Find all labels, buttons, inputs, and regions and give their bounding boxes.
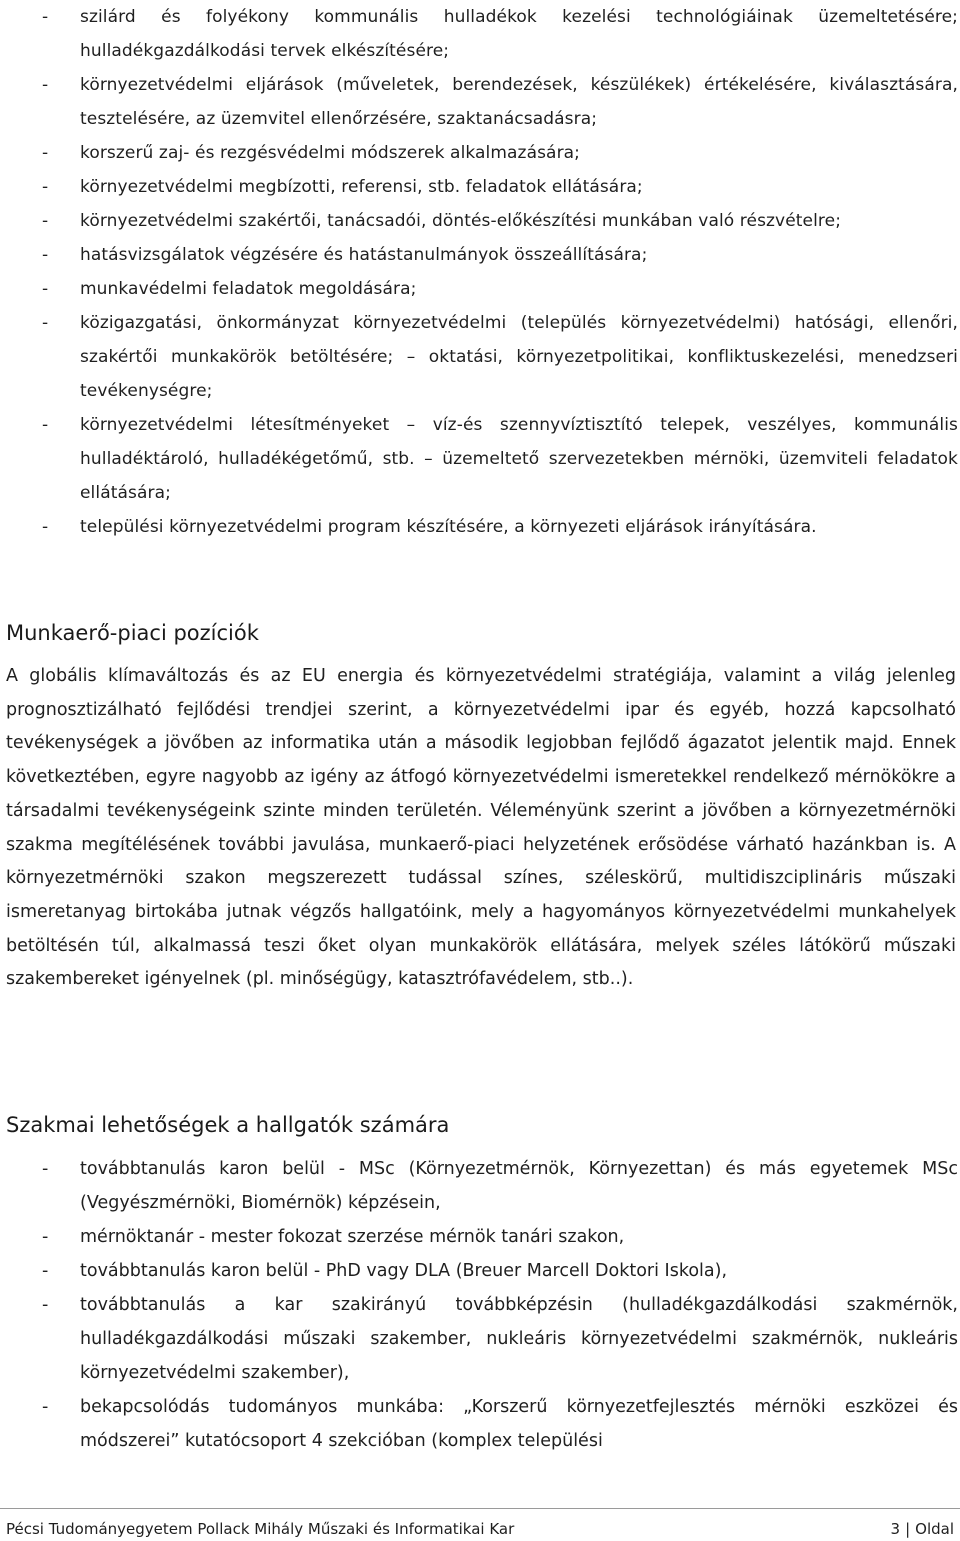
list-dash: -: [42, 1295, 49, 1315]
list-item: [0, 306, 960, 408]
list-item: [0, 1288, 960, 1390]
environmental-tasks-list: [0, 0, 960, 544]
list-item-text: környezetvédelmi szakértői, tanácsadói, döntés-előkészítési munkában való részvételre;: [80, 211, 842, 231]
list-item: [0, 510, 960, 544]
list-item-text: továbbtanulás a kar szakirányú továbbképzésin (hulladékgazdálkodási szakmérnök, hulladékgazdálkodási műszaki szakember, nukleáris környezetvédelmi szakmérnök, nukleáris környezetvédelmi szakember),: [80, 1295, 958, 1383]
list-item-text: továbbtanulás karon belül - MSc (Környezetmérnök, Környezettan) és más egyetemek MSc (Vegyészmérnöki, Biomérnök) képzésein,: [80, 1159, 958, 1213]
list-item: [0, 0, 960, 68]
list-dash: -: [42, 517, 49, 537]
list-item-text: környezetvédelmi megbízotti, referensi, stb. feladatok ellátására;: [80, 177, 643, 197]
list-item: [0, 1220, 960, 1254]
list-item: [0, 238, 960, 272]
opportunities-list: [0, 1152, 960, 1458]
list-item-text: továbbtanulás karon belül - PhD vagy DLA (Breuer Marcell Doktori Iskola),: [80, 1261, 728, 1281]
list-dash: -: [42, 415, 49, 435]
list-item: [0, 68, 960, 136]
list-item-text: környezetvédelmi eljárások (műveletek, berendezések, készülékek) értékelésére, kiválasztására, tesztelésére, az üzemvitel ellenőrzésére, szaktanácsadásra;: [80, 75, 958, 129]
list-item-text: közigazgatási, önkormányzat környezetvédelmi (település környezetvédelmi) hatósági, ellenőri, szakértői munkakörök betöltésére; – oktatási, környezetpolitikai, konfliktuskezelési, menedzseri tevékenységre;: [80, 313, 958, 401]
section-heading-labor-market: Munkaerő-piaci pozíciók: [6, 621, 259, 645]
list-dash: -: [42, 313, 49, 333]
list-item-text: mérnöktanár - mester fokozat szerzése mérnök tanári szakon,: [80, 1227, 625, 1247]
list-dash: -: [42, 1227, 49, 1247]
list-dash: -: [42, 1397, 49, 1417]
list-dash: -: [42, 75, 49, 95]
list-dash: -: [42, 245, 49, 265]
list-dash: -: [42, 7, 49, 27]
list-item: [0, 408, 960, 510]
page-number: 3: [890, 1520, 901, 1538]
list-item-text: bekapcsolódás tudományos munkába: „Korszerű környezetfejlesztés mérnöki eszközei és módszerei” kutatócsoport 4 szekcióban (komplex települési: [80, 1397, 958, 1451]
list-item: [0, 272, 960, 306]
list-item-text: szilárd és folyékony kommunális hulladékok kezelési technológiáinak üzemeltetésére; hulladékgazdálkodási tervek elkészítésére;: [80, 7, 958, 61]
list-item: [0, 170, 960, 204]
page-label: Oldal: [915, 1520, 954, 1538]
list-item-text: hatásvizsgálatok végzésére és hatástanulmányok összeállítására;: [80, 245, 648, 265]
footer-institution: Pécsi Tudományegyetem Pollack Mihály Műszaki és Informatikai Kar: [6, 1520, 515, 1538]
list-dash: -: [42, 1159, 49, 1179]
labor-market-paragraph: A globális klímaváltozás és az EU energia és környezetvédelmi stratégiája, valamint a világ jelenleg prognosztizálható fejlődési trendjei szerint, a környezetvédelmi ipar és egyéb, hozzá kapcsolható tevékenységek a jövőben az informatika után a második legjobban fejlődő ágazatot jelentik majd. Ennek következtében, egyre nagyobb az igény az átfogó környezetvédelmi ismeretekkel rendelkező mérnökökre a társadalmi tevékenységeink szinte minden területén. Véleményünk szerint a jövőben a környezetmérnöki szakma megítélésének további javulása, munkaerő-piaci helyzetének erősödése várható hazánkban is. A környezetmérnöki szakon megszerezett tudással színes, széleskörű, multidiszciplináris műszaki ismeretanyag birtokába jutnak végzős hallgatóink, mely a hagyományos környezetvédelmi munkahelyek betöltésén túl, alkalmassá teszi őket olyan munkakörök ellátására, melyek széles látókörű műszaki szakembereket igényelnek (pl. minőségügy, katasztrófavédelem, stb..).: [6, 666, 956, 990]
list-item-text: környezetvédelmi létesítményeket – víz-és szennyvíztisztító telepek, veszélyes, kommunális hulladéktároló, hulladékégetőmű, stb. – üzemeltető szervezetekben mérnöki, üzemviteli feladatok ellátására;: [80, 415, 958, 503]
list-item: [0, 136, 960, 170]
list-item: [0, 1254, 960, 1288]
list-item-text: korszerű zaj- és rezgésvédelmi módszerek alkalmazására;: [80, 143, 581, 163]
list-dash: -: [42, 211, 49, 231]
footer-page-indicator: [891, 1519, 954, 1539]
list-dash: -: [42, 1261, 49, 1281]
list-dash: -: [42, 279, 49, 299]
list-item: [0, 1390, 960, 1458]
list-item-text: munkavédelmi feladatok megoldására;: [80, 279, 417, 299]
list-item-text: települési környezetvédelmi program készítésére, a környezeti eljárások irányítására.: [80, 517, 817, 537]
list-item: [0, 204, 960, 238]
list-dash: -: [42, 143, 49, 163]
footer-divider: [0, 1508, 960, 1509]
list-dash: -: [42, 177, 49, 197]
list-item: [0, 1152, 960, 1220]
section-heading-professional-opportunities: Szakmai lehetőségek a hallgatók számára: [6, 1113, 450, 1137]
page-separator: |: [905, 1520, 911, 1538]
